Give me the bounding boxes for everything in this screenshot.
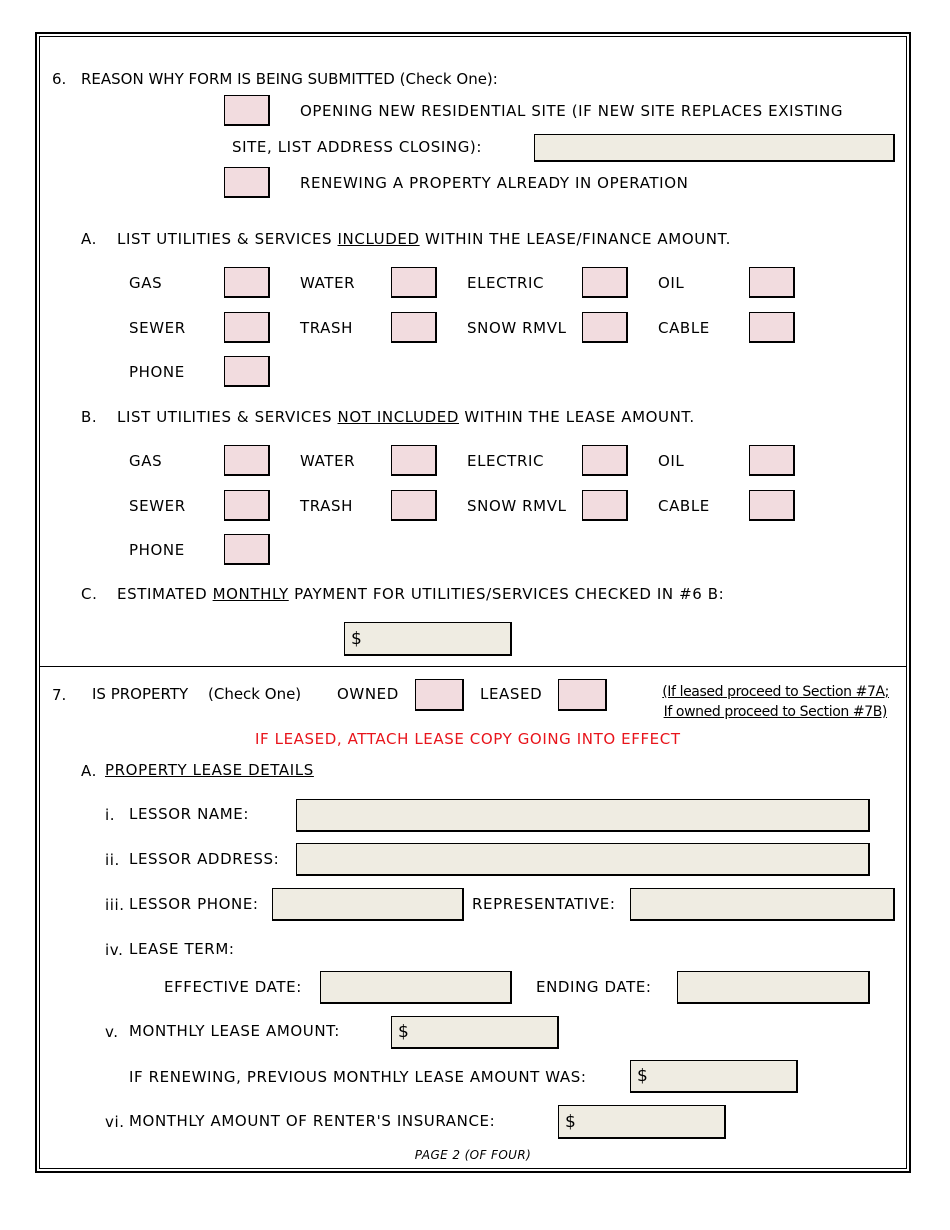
lessor-phone-field[interactable] xyxy=(272,888,464,921)
dollar-sign: $ xyxy=(637,1066,648,1086)
section-7a-title: PROPERTY LEASE DETAILS xyxy=(105,761,314,779)
util-water-label: WATER xyxy=(300,452,356,470)
lease-copy-warning: IF LEASED, ATTACH LEASE COPY GOING INTO EFFECT xyxy=(255,730,681,748)
item-iii-numeral: iii. xyxy=(105,896,125,914)
util-cable-label: CABLE xyxy=(658,497,710,515)
section-6b-letter: B. xyxy=(81,408,98,426)
util-electric-label: ELECTRIC xyxy=(467,274,545,292)
util-oil-label: OIL xyxy=(658,452,685,470)
included-oil-checkbox[interactable] xyxy=(749,267,795,298)
previous-lease-amount-label: IF RENEWING, PREVIOUS MONTHLY LEASE AMOUNT WAS: xyxy=(129,1068,587,1086)
not-included-gas-checkbox[interactable] xyxy=(224,445,270,476)
ending-date-field[interactable] xyxy=(677,971,870,1004)
dollar-sign: $ xyxy=(565,1111,576,1132)
util-electric-label: ELECTRIC xyxy=(467,452,545,470)
included-phone-checkbox[interactable] xyxy=(224,356,270,387)
ending-date-label: ENDING DATE: xyxy=(536,978,652,996)
owned-checkbox[interactable] xyxy=(415,679,464,711)
util-cable-label: CABLE xyxy=(658,319,710,337)
renters-insurance-label: MONTHLY AMOUNT OF RENTER'S INSURANCE: xyxy=(129,1112,496,1130)
not-included-sewer-checkbox[interactable] xyxy=(224,490,270,521)
effective-date-label: EFFECTIVE DATE: xyxy=(164,978,302,996)
item-iv-numeral: iv. xyxy=(105,941,124,959)
util-gas-label: GAS xyxy=(129,452,163,470)
item-vi-numeral: vi. xyxy=(105,1113,125,1131)
section-6-title: REASON WHY FORM IS BEING SUBMITTED (Check One): xyxy=(81,70,498,88)
included-sewer-checkbox[interactable] xyxy=(224,312,270,343)
included-trash-checkbox[interactable] xyxy=(391,312,437,343)
util-snow-label: SNOW RMVL xyxy=(467,497,567,515)
leased-checkbox[interactable] xyxy=(558,679,607,711)
section-7-question: IS PROPERTY xyxy=(92,685,189,703)
opening-new-site-checkbox[interactable] xyxy=(224,95,270,126)
monthly-lease-amount-label: MONTHLY LEASE AMOUNT: xyxy=(129,1022,340,1040)
not-included-oil-checkbox[interactable] xyxy=(749,445,795,476)
util-oil-label: OIL xyxy=(658,274,685,292)
lessor-name-field[interactable] xyxy=(296,799,870,832)
not-included-trash-checkbox[interactable] xyxy=(391,490,437,521)
item-ii-numeral: ii. xyxy=(105,851,120,869)
not-included-water-checkbox[interactable] xyxy=(391,445,437,476)
renewing-property-label: RENEWING A PROPERTY ALREADY IN OPERATION xyxy=(300,174,689,192)
item-i-numeral: i. xyxy=(105,806,116,824)
included-electric-checkbox[interactable] xyxy=(582,267,628,298)
not-included-snow-checkbox[interactable] xyxy=(582,490,628,521)
dollar-sign: $ xyxy=(398,1022,409,1042)
opening-new-site-label-cont: SITE, LIST ADDRESS CLOSING): xyxy=(232,138,483,156)
included-cable-checkbox[interactable] xyxy=(749,312,795,343)
section-6c-letter: C. xyxy=(81,585,98,603)
not-included-electric-checkbox[interactable] xyxy=(582,445,628,476)
estimated-monthly-payment-field[interactable] xyxy=(344,622,512,656)
section-7-note-line2: If owned proceed to Section #7B) xyxy=(663,704,887,720)
section-6c-heading: ESTIMATED MONTHLY PAYMENT FOR UTILITIES/SERVICES CHECKED IN #6 B: xyxy=(117,585,725,603)
previous-lease-amount-field[interactable] xyxy=(630,1060,798,1093)
item-v-numeral: v. xyxy=(105,1023,119,1041)
util-trash-label: TRASH xyxy=(300,319,354,337)
lessor-name-label: LESSOR NAME: xyxy=(129,805,250,823)
included-gas-checkbox[interactable] xyxy=(224,267,270,298)
monthly-lease-amount-field[interactable] xyxy=(391,1016,559,1049)
address-closing-field[interactable] xyxy=(534,134,895,162)
util-gas-label: GAS xyxy=(129,274,163,292)
util-snow-label: SNOW RMVL xyxy=(467,319,567,337)
section-divider xyxy=(39,666,907,667)
opening-new-site-label: OPENING NEW RESIDENTIAL SITE (IF NEW SITE REPLACES EXISTING xyxy=(300,102,844,120)
lease-term-label: LEASE TERM: xyxy=(129,940,235,958)
util-phone-label: PHONE xyxy=(129,541,185,559)
util-trash-label: TRASH xyxy=(300,497,354,515)
section-7-number: 7. xyxy=(52,686,67,704)
representative-field[interactable] xyxy=(630,888,895,921)
owned-label: OWNED xyxy=(337,685,399,703)
util-water-label: WATER xyxy=(300,274,356,292)
section-6-number: 6. xyxy=(52,70,67,88)
renewing-property-checkbox[interactable] xyxy=(224,167,270,198)
section-7-check-one: (Check One) xyxy=(208,685,302,703)
leased-label: LEASED xyxy=(480,685,543,703)
included-water-checkbox[interactable] xyxy=(391,267,437,298)
util-sewer-label: SEWER xyxy=(129,497,186,515)
section-7a-letter: A. xyxy=(81,762,97,780)
section-7-note-line1: (If leased proceed to Section #7A; xyxy=(662,684,889,700)
page-footer: PAGE 2 (OF FOUR) xyxy=(414,1148,532,1162)
section-6a-heading: LIST UTILITIES & SERVICES INCLUDED WITHIN THE LEASE/FINANCE AMOUNT. xyxy=(117,230,731,248)
renters-insurance-field[interactable] xyxy=(558,1105,726,1139)
util-sewer-label: SEWER xyxy=(129,319,186,337)
included-snow-checkbox[interactable] xyxy=(582,312,628,343)
lessor-phone-label: LESSOR PHONE: xyxy=(129,895,259,913)
representative-label: REPRESENTATIVE: xyxy=(472,895,616,913)
lessor-address-label: LESSOR ADDRESS: xyxy=(129,850,280,868)
dollar-sign: $ xyxy=(351,628,362,649)
lessor-address-field[interactable] xyxy=(296,843,870,876)
not-included-phone-checkbox[interactable] xyxy=(224,534,270,565)
effective-date-field[interactable] xyxy=(320,971,512,1004)
not-included-cable-checkbox[interactable] xyxy=(749,490,795,521)
util-phone-label: PHONE xyxy=(129,363,185,381)
section-6a-letter: A. xyxy=(81,230,97,248)
section-6b-heading: LIST UTILITIES & SERVICES NOT INCLUDED WITHIN THE LEASE AMOUNT. xyxy=(117,408,695,426)
